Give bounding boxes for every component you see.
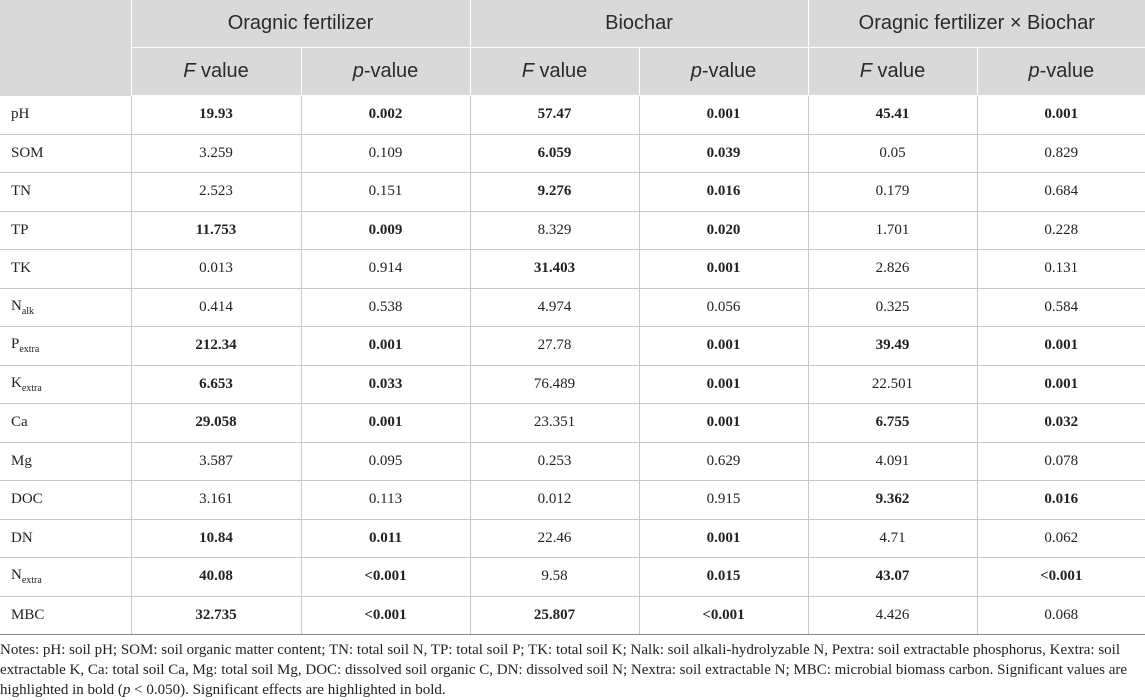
header-group-biochar: Biochar — [470, 0, 808, 48]
parameter-cell — [0, 288, 131, 327]
table-row — [0, 365, 1145, 404]
f-value-cell: 45.41 — [808, 96, 977, 135]
f-value-cell: 2.826 — [808, 250, 977, 289]
p-value-cell: 0.109 — [301, 134, 470, 173]
subheader-symbol: p — [352, 60, 364, 82]
parameter-cell — [0, 250, 131, 289]
p-value-cell: 0.033 — [301, 365, 470, 404]
f-value-cell: 4.974 — [470, 288, 639, 327]
f-value-cell: 76.489 — [470, 365, 639, 404]
p-value-cell: 0.914 — [301, 250, 470, 289]
subheader-label: -value — [701, 60, 757, 82]
p-value-cell: 0.001 — [977, 365, 1145, 404]
p-value-cell: 0.131 — [977, 250, 1145, 289]
p-value-cell: 0.629 — [639, 442, 808, 481]
parameter-name: pH — [11, 106, 30, 122]
parameter-subscript: extra — [19, 344, 40, 356]
p-value-cell: 0.011 — [301, 519, 470, 558]
p-value-cell: 0.228 — [977, 211, 1145, 250]
parameter-name: MBC — [11, 606, 45, 623]
p-value-cell: 0.001 — [639, 404, 808, 443]
table-body — [0, 96, 1145, 635]
table-row — [0, 404, 1145, 443]
table-header — [0, 0, 1145, 96]
f-value-cell: 11.753 — [131, 211, 301, 250]
f-value-cell: 57.47 — [470, 96, 639, 135]
table-notes — [0, 640, 1145, 700]
f-value-cell: 0.012 — [470, 481, 639, 520]
parameter-cell — [0, 211, 131, 250]
f-value-cell: 6.653 — [131, 365, 301, 404]
table-row — [0, 596, 1145, 635]
notes-p-symbol: p — [122, 682, 131, 698]
subheader-label: value — [871, 60, 926, 82]
parameter-cell — [0, 96, 131, 135]
table-row — [0, 519, 1145, 558]
f-value-cell: 29.058 — [131, 404, 301, 443]
p-value-cell: 0.078 — [977, 442, 1145, 481]
f-value-cell: 2.523 — [131, 173, 301, 212]
subheader-p-value — [639, 48, 808, 96]
f-value-cell: 9.362 — [808, 481, 977, 520]
parameter-cell — [0, 596, 131, 635]
subheader-label: value — [533, 60, 588, 82]
table-row — [0, 173, 1145, 212]
subheader-label: -value — [1039, 60, 1095, 82]
parameter-name: Ca — [11, 414, 28, 431]
parameter-name: DOC — [11, 491, 43, 508]
parameter-name: TK — [11, 260, 31, 277]
f-value-cell: 0.414 — [131, 288, 301, 327]
f-value-cell: 6.059 — [470, 134, 639, 173]
parameter-subscript: alk — [21, 305, 35, 317]
f-value-cell: 19.93 — [131, 96, 301, 135]
f-value-cell: 23.351 — [470, 404, 639, 443]
table-row — [0, 442, 1145, 481]
f-value-cell: 6.755 — [808, 404, 977, 443]
f-value-cell: 0.253 — [470, 442, 639, 481]
p-value-cell: 0.584 — [977, 288, 1145, 327]
subheader-symbol: F — [521, 60, 534, 82]
f-value-cell: 27.78 — [470, 327, 639, 366]
p-value-cell: 0.062 — [977, 519, 1145, 558]
f-value-cell: 3.587 — [131, 442, 301, 481]
p-value-cell: 0.016 — [639, 173, 808, 212]
p-value-cell: <0.001 — [639, 596, 808, 635]
subheader-symbol: p — [690, 60, 702, 82]
f-value-cell: 43.07 — [808, 558, 977, 597]
p-value-cell: 0.009 — [301, 211, 470, 250]
f-value-cell: 0.05 — [808, 134, 977, 173]
parameter-cell — [0, 365, 131, 404]
f-value-cell: 22.46 — [470, 519, 639, 558]
p-value-cell: 0.001 — [639, 519, 808, 558]
p-value-cell: 0.095 — [301, 442, 470, 481]
p-value-cell: <0.001 — [977, 558, 1145, 597]
parameter-name: SOM — [11, 144, 44, 161]
parameter-cell — [0, 519, 131, 558]
f-value-cell: 1.701 — [808, 211, 977, 250]
parameter-name: N — [11, 297, 22, 314]
parameter-name: DN — [11, 529, 33, 546]
header-group-interaction: Oragnic fertilizer × Biochar — [808, 0, 1145, 48]
notes-text-end: < 0.050). Significant effects are highlighted in bold. — [130, 682, 446, 698]
p-value-cell: 0.001 — [301, 404, 470, 443]
f-value-cell: 22.501 — [808, 365, 977, 404]
subheader-symbol: F — [183, 60, 196, 82]
f-value-cell: 8.329 — [470, 211, 639, 250]
subheader-label: -value — [363, 60, 419, 82]
f-value-cell: 3.161 — [131, 481, 301, 520]
p-value-cell: 0.684 — [977, 173, 1145, 212]
parameter-subscript: extra — [21, 575, 42, 587]
p-value-cell: 0.001 — [301, 327, 470, 366]
parameter-cell — [0, 173, 131, 212]
p-value-cell: 0.001 — [639, 250, 808, 289]
parameter-name: TN — [11, 183, 31, 200]
f-value-cell: 0.179 — [808, 173, 977, 212]
parameter-cell — [0, 558, 131, 597]
p-value-cell: 0.001 — [639, 365, 808, 404]
parameter-name: P — [11, 336, 20, 353]
p-value-cell: 0.001 — [977, 327, 1145, 366]
f-value-cell: 9.58 — [470, 558, 639, 597]
table-row — [0, 96, 1145, 135]
p-value-cell: 0.002 — [301, 96, 470, 135]
p-value-cell: 0.039 — [639, 134, 808, 173]
f-value-cell: 9.276 — [470, 173, 639, 212]
parameter-cell — [0, 327, 131, 366]
parameter-name: N — [11, 567, 22, 584]
f-value-cell: 25.807 — [470, 596, 639, 635]
f-value-cell: 212.34 — [131, 327, 301, 366]
f-value-cell: 39.49 — [808, 327, 977, 366]
p-value-cell: <0.001 — [301, 596, 470, 635]
p-value-cell: 0.829 — [977, 134, 1145, 173]
f-value-cell: 0.325 — [808, 288, 977, 327]
subheader-p-value — [301, 48, 470, 96]
table-row — [0, 481, 1145, 520]
subheader-f-value — [131, 48, 301, 96]
p-value-cell: 0.056 — [639, 288, 808, 327]
p-value-cell: 0.001 — [639, 327, 808, 366]
notes-text: Notes: pH: soil pH; SOM: soil organic matter content; TN: total soil N, TP: total soil P; TK: total soil K; Nalk: soil alkali-hydrolyzable N, Pextra: soil extractable phosphorus, Kextra: soil extractable K, Ca: total soil Ca, Mg: total soil Mg, DOC: dissolved soil organic C, DN: dissolved soil N; Nextra: soil extractable N; MBC: microbial biomass carbon. Significant values are highlighted in bold ( — [0, 642, 1128, 698]
parameter-name: TP — [11, 221, 29, 238]
f-value-cell: 3.259 — [131, 134, 301, 173]
p-value-cell: 0.915 — [639, 481, 808, 520]
f-value-cell: 31.403 — [470, 250, 639, 289]
p-value-cell: 0.001 — [639, 96, 808, 135]
parameter-name: K — [11, 374, 22, 391]
subheader-label: value — [195, 60, 249, 82]
parameter-cell — [0, 442, 131, 481]
f-value-cell: 4.426 — [808, 596, 977, 635]
f-value-cell: 10.84 — [131, 519, 301, 558]
table-row — [0, 288, 1145, 327]
parameter-cell — [0, 404, 131, 443]
p-value-cell: 0.016 — [977, 481, 1145, 520]
table-row — [0, 134, 1145, 173]
f-value-cell: 4.091 — [808, 442, 977, 481]
table-row — [0, 211, 1145, 250]
header-group-organic-fertilizer: Oragnic fertilizer — [131, 0, 470, 48]
p-value-cell: 0.151 — [301, 173, 470, 212]
parameter-name: Mg — [11, 452, 32, 469]
f-value-cell: 32.735 — [131, 596, 301, 635]
subheader-p-value — [977, 48, 1145, 96]
p-value-cell: 0.032 — [977, 404, 1145, 443]
p-value-cell: 0.113 — [301, 481, 470, 520]
f-value-cell: 40.08 — [131, 558, 301, 597]
p-value-cell: 0.068 — [977, 596, 1145, 635]
subheader-symbol: F — [859, 60, 872, 82]
table-row — [0, 250, 1145, 289]
f-value-cell: 0.013 — [131, 250, 301, 289]
subheader-f-value — [470, 48, 639, 96]
p-value-cell: 0.001 — [977, 96, 1145, 135]
corner-cell — [0, 0, 131, 96]
table-row — [0, 558, 1145, 597]
p-value-cell: <0.001 — [301, 558, 470, 597]
p-value-cell: 0.015 — [639, 558, 808, 597]
subheader-symbol: p — [1028, 60, 1040, 82]
p-value-cell: 0.020 — [639, 211, 808, 250]
subheader-f-value — [808, 48, 977, 96]
parameter-subscript: extra — [21, 382, 42, 394]
p-value-cell: 0.538 — [301, 288, 470, 327]
table-row — [0, 327, 1145, 366]
parameter-cell — [0, 481, 131, 520]
parameter-cell — [0, 134, 131, 173]
f-value-cell: 4.71 — [808, 519, 977, 558]
